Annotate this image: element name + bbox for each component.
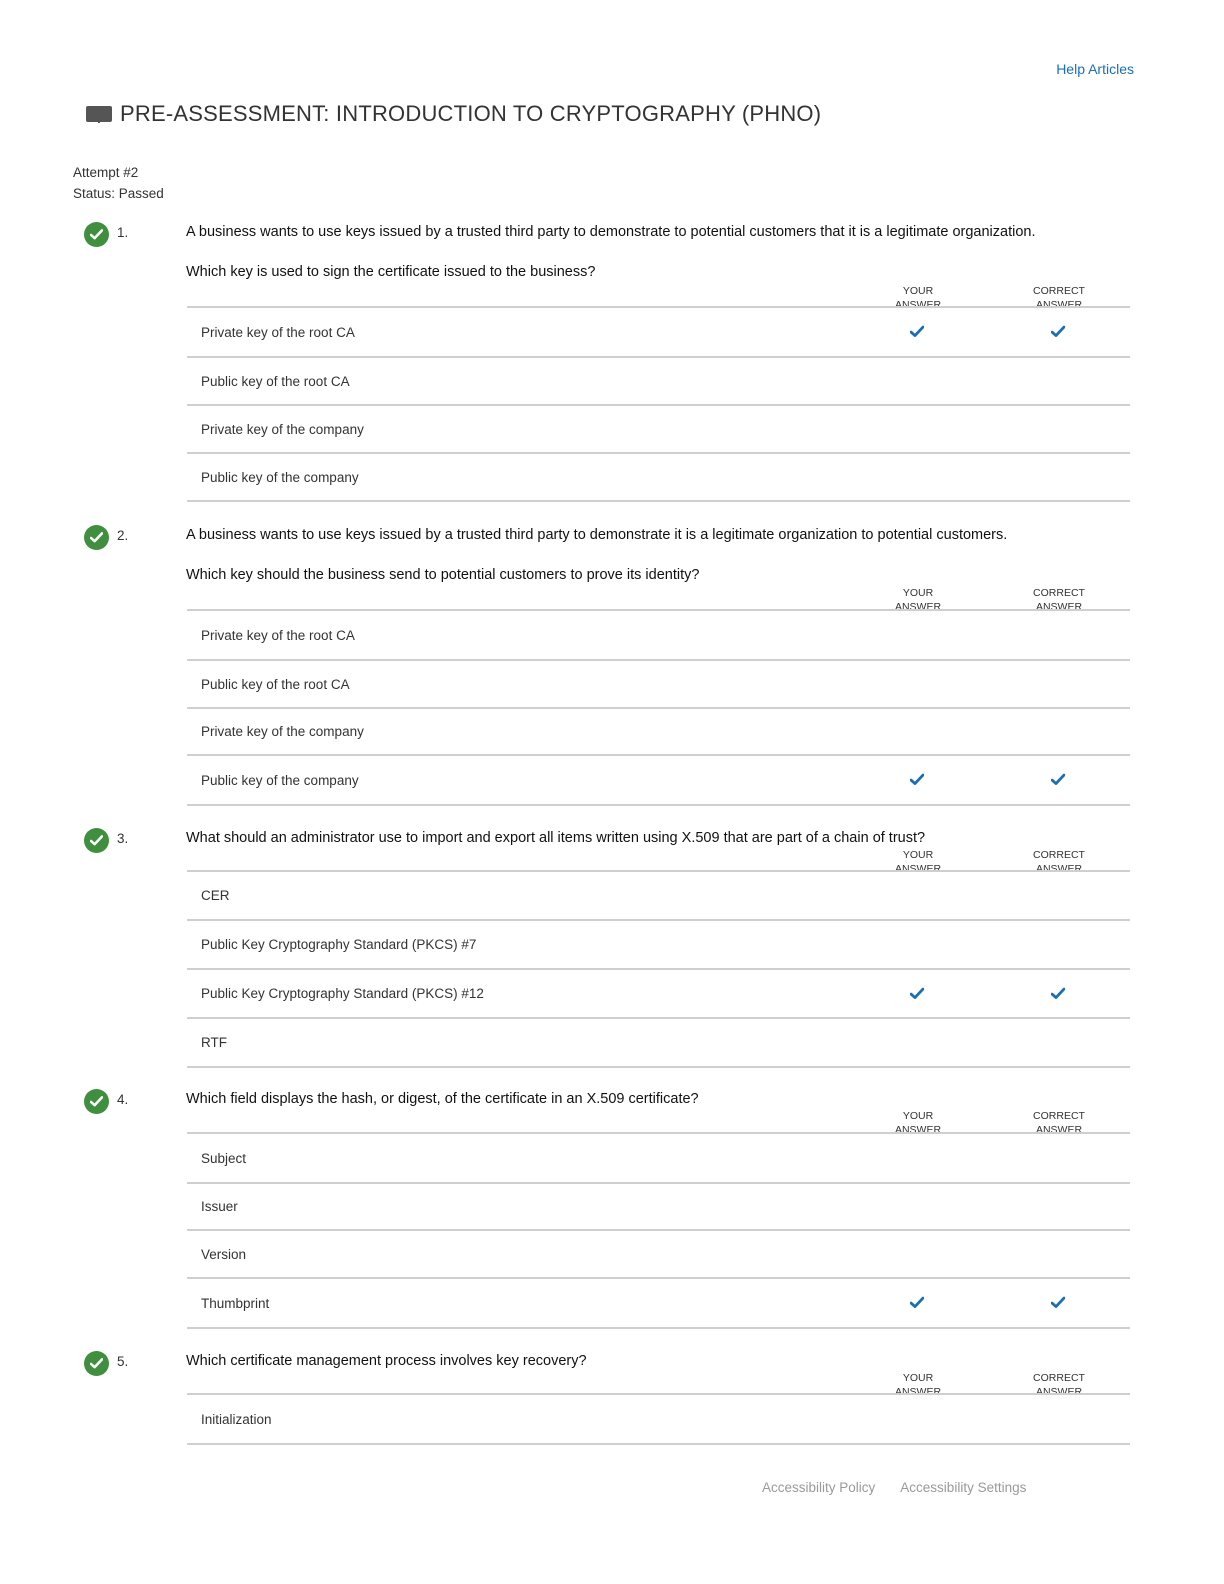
- answer-option-label: Issuer: [201, 1199, 238, 1214]
- correct-answer-header-line1: CORRECT: [1033, 285, 1085, 297]
- answer-option: [187, 454, 1130, 502]
- question-text: What should an administrator use to import and export all items written using X.509 that are part of a chain of trust?: [186, 830, 926, 846]
- answer-option: [187, 661, 1130, 709]
- answer-option: [187, 709, 1130, 756]
- attempt-number: Attempt #2: [73, 165, 139, 180]
- your-answer-header-line2: ANSWER: [894, 601, 942, 613]
- correct-status-icon: [84, 525, 109, 550]
- answer-option: [187, 611, 1130, 661]
- attempt-status: Status: Passed: [73, 186, 164, 201]
- answer-option: [187, 1395, 1130, 1445]
- question-text: Which certificate management process involves key recovery?: [186, 1353, 587, 1369]
- answer-option-label: Thumbprint: [201, 1295, 270, 1311]
- accessibility-policy-link[interactable]: Accessibility Policy: [762, 1480, 876, 1495]
- your-answer-header-line1: YOUR: [902, 1372, 934, 1384]
- answer-option-label: Private key of the company: [201, 724, 364, 739]
- correct-answer-check-icon: [1051, 325, 1065, 337]
- correct-status-icon: [84, 828, 109, 853]
- answer-option-label: CER: [201, 888, 230, 903]
- answer-option: [187, 872, 1130, 921]
- correct-answer-header-line1: CORRECT: [1033, 1110, 1085, 1122]
- answer-option-label: Public key of the company: [201, 772, 359, 788]
- answer-option-label: Version: [201, 1246, 247, 1262]
- page-header: [86, 101, 821, 127]
- correct-answer-header-line2: ANSWER: [1035, 1124, 1083, 1136]
- answer-option-label: RTF: [201, 1035, 227, 1050]
- question-number: 1.: [117, 225, 129, 240]
- your-answer-check-icon: [910, 1296, 924, 1308]
- answer-option: [187, 406, 1130, 454]
- correct-status-icon: [84, 1351, 109, 1376]
- your-answer-header-line1: YOUR: [902, 587, 934, 599]
- your-answer-header-line2: ANSWER: [894, 1386, 942, 1398]
- answer-option: [187, 1019, 1130, 1068]
- answer-options: [187, 1132, 1130, 1329]
- question-text: A business wants to use keys issued by a trusted third party to demonstrate it is a legitimate organization to potential customers.: [186, 527, 1008, 543]
- correct-answer-check-icon: [1051, 1296, 1065, 1308]
- help-articles-link[interactable]: Help Articles: [1056, 61, 1134, 77]
- question-prompt: Which key is used to sign the certificate issued to the business?: [186, 264, 596, 280]
- your-answer-header-line1: YOUR: [902, 849, 934, 861]
- answer-options: [187, 1393, 1130, 1445]
- answer-option: [187, 921, 1130, 970]
- your-answer-header-line2: ANSWER: [894, 863, 942, 875]
- question-number: 4.: [117, 1092, 129, 1107]
- correct-answer-header-line2: ANSWER: [1035, 601, 1083, 613]
- answer-option: [187, 756, 1130, 806]
- your-answer-header-line2: ANSWER: [894, 1124, 942, 1136]
- answer-option: [187, 1279, 1130, 1329]
- answer-option: [187, 1231, 1130, 1279]
- correct-answer-header-line1: CORRECT: [1033, 1372, 1085, 1384]
- answer-option-label: Subject: [201, 1150, 247, 1166]
- question-text: A business wants to use keys issued by a trusted third party to demonstrate to potential customers that it is a legitimate organization.: [186, 224, 1036, 240]
- answer-option-label: Public key of the company: [201, 469, 359, 485]
- answer-option: [187, 970, 1130, 1019]
- answer-option-label: Private key of the root CA: [201, 324, 355, 340]
- your-answer-header-line2: ANSWER: [894, 299, 942, 311]
- correct-answer-header-line2: ANSWER: [1035, 299, 1083, 311]
- answer-option: [187, 358, 1130, 406]
- answer-option-label: Public Key Cryptography Standard (PKCS) #7: [201, 937, 477, 952]
- correct-status-icon: [84, 1089, 109, 1114]
- answer-option-label: Private key of the company: [201, 421, 364, 437]
- question-number: 3.: [117, 831, 129, 846]
- answer-options: [187, 306, 1130, 502]
- footer: [762, 1480, 1048, 1495]
- answer-option: [187, 1134, 1130, 1184]
- page-title: PRE-ASSESSMENT: INTRODUCTION TO CRYPTOGRAPHY (PHNO): [120, 101, 822, 126]
- answer-option-label: Public key of the root CA: [201, 373, 350, 389]
- correct-answer-header-line2: ANSWER: [1035, 863, 1083, 875]
- answer-options: [187, 870, 1130, 1068]
- your-answer-check-icon: [910, 773, 924, 785]
- answer-option-label: Private key of the root CA: [201, 627, 355, 643]
- answer-option-label: Public Key Cryptography Standard (PKCS) #12: [201, 986, 484, 1001]
- question-prompt: Which key should the business send to potential customers to prove its identity?: [186, 567, 700, 583]
- answer-option: [187, 308, 1130, 358]
- answer-option-label: Public key of the root CA: [201, 676, 350, 692]
- correct-answer-header-line2: ANSWER: [1035, 1386, 1083, 1398]
- your-answer-check-icon: [910, 986, 924, 998]
- question-number: 2.: [117, 528, 129, 543]
- accessibility-settings-link[interactable]: Accessibility Settings: [900, 1480, 1027, 1495]
- book-icon: [86, 104, 112, 124]
- question-text: Which field displays the hash, or digest, of the certificate in an X.509 certificate?: [186, 1091, 699, 1107]
- your-answer-header-line1: YOUR: [902, 285, 934, 297]
- answer-options: [187, 609, 1130, 806]
- correct-status-icon: [84, 222, 109, 247]
- correct-answer-header-line1: CORRECT: [1033, 849, 1085, 861]
- correct-answer-header-line1: CORRECT: [1033, 587, 1085, 599]
- your-answer-check-icon: [910, 325, 924, 337]
- correct-answer-check-icon: [1051, 986, 1065, 998]
- question-number: 5.: [117, 1354, 129, 1369]
- correct-answer-check-icon: [1051, 773, 1065, 785]
- your-answer-header-line1: YOUR: [902, 1110, 934, 1122]
- answer-option-label: Initialization: [201, 1411, 272, 1427]
- answer-option: [187, 1184, 1130, 1231]
